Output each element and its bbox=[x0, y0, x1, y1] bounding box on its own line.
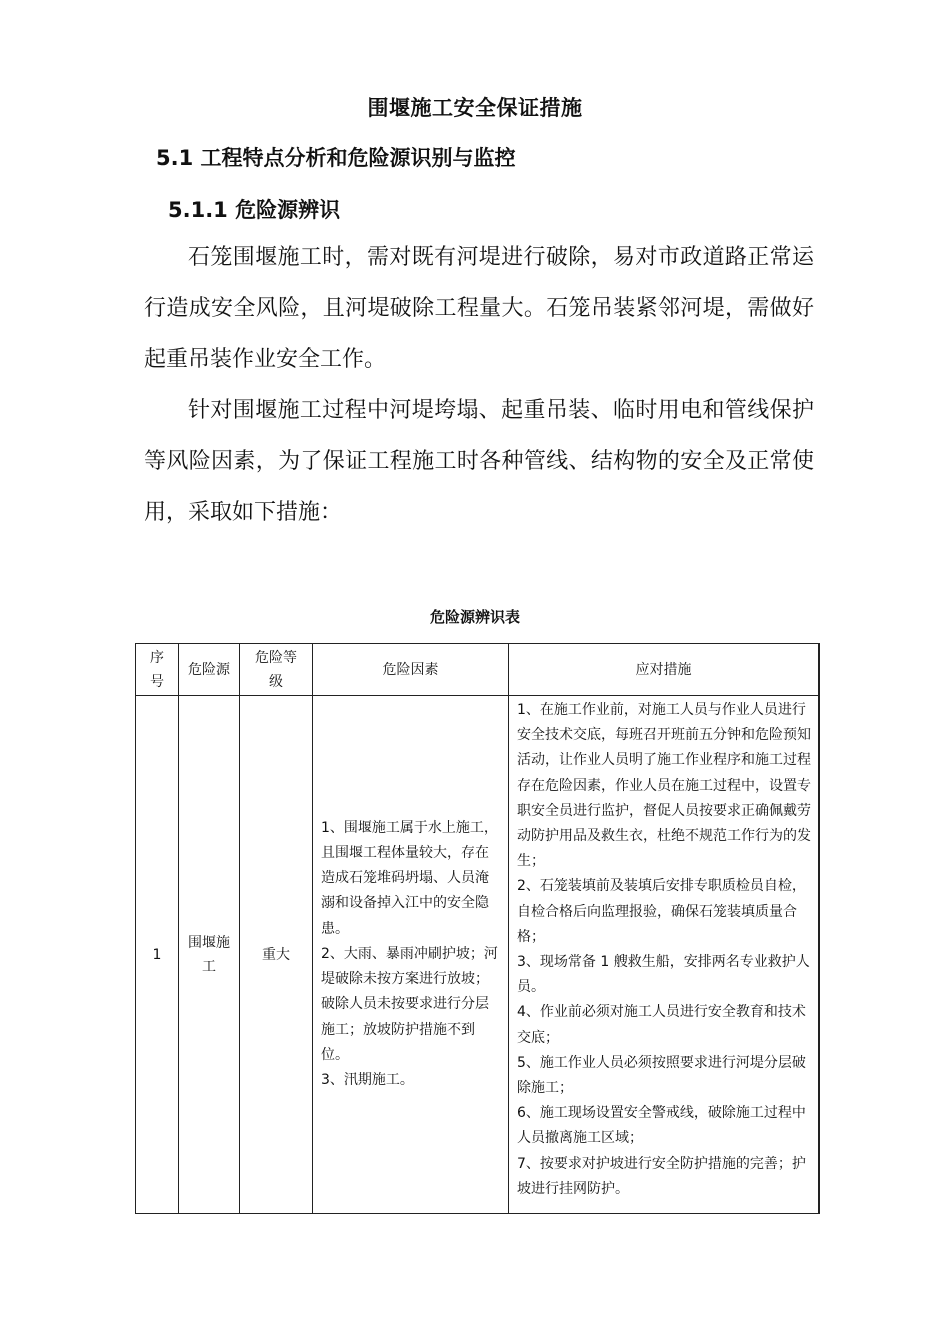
document-title: 围堰施工安全保证措施 bbox=[367, 96, 583, 120]
measure-item-5: 5、施工作业人员必须按照要求进行河堤分层破除施工； bbox=[517, 1054, 806, 1097]
table-outer-border bbox=[819, 643, 820, 1214]
measure-item-7: 7、按要求对护坡进行安全防护措施的完善；护坡进行挂网防护。 bbox=[517, 1155, 806, 1197]
header-measures: 应对措施 bbox=[509, 644, 819, 696]
cell-level: 重大 bbox=[240, 696, 313, 1214]
paragraph-measures-intro: 针对围堰施工过程中河堤垮塌、起重吊装、临时用电和管线保护等风险因素，为了保证工程施工时各种管线、结构物的安全及正常使用，采取如下措施： bbox=[144, 398, 814, 525]
factor-item-1: 1、围堰施工属于水上施工，且围堰工程体量较大，存在造成石笼堆码坍塌、人员淹溺和设备掉入江中的安全隐患。 bbox=[321, 819, 498, 937]
table-title: 危险源辨识表 bbox=[429, 608, 520, 626]
factor-item-3: 3、汛期施工。 bbox=[321, 1071, 414, 1088]
table-header-row bbox=[136, 644, 819, 696]
cell-measures bbox=[509, 696, 819, 1214]
hazard-identification-table bbox=[135, 643, 819, 1214]
header-level-line2: 级 bbox=[269, 673, 283, 690]
cell-hazard bbox=[179, 696, 240, 1214]
measure-item-6: 6、施工现场设置安全警戒线，破除施工过程中人员撤离施工区域； bbox=[517, 1105, 806, 1147]
subsection-heading: 5.1.1 危险源辨识 bbox=[168, 198, 341, 222]
header-index-line2: 号 bbox=[150, 673, 164, 690]
cell-hazard-line2: 工 bbox=[202, 958, 216, 975]
header-level-line1: 危险等 bbox=[255, 649, 297, 666]
measure-item-2: 2、石笼装填前及装填后安排专职质检员自检，自检合格后向监理报验，确保石笼装填质量合格； bbox=[517, 878, 806, 945]
header-factors: 危险因素 bbox=[313, 644, 509, 696]
cell-factors bbox=[313, 696, 509, 1214]
measure-item-3: 3、现场常备 1 艘救生船，安排两名专业救护人员。 bbox=[517, 954, 810, 996]
cell-index: 1 bbox=[136, 696, 179, 1214]
table-row bbox=[136, 696, 819, 1214]
measure-item-1: 1、在施工作业前，对施工人员与作业人员进行安全技术交底，每班召开班前五分钟和危险预知活动，让作业人员明了施工作业程序和施工过程存在危险因素，作业人员在施工过程中，设置专职安全员进行监护，督促人员按要求正确佩戴劳动防护用品及救生衣，杜绝不规范工作行为的发生； bbox=[517, 702, 811, 870]
paragraph-intro: 石笼围堰施工时，需对既有河堤进行破除，易对市政道路正常运行造成安全风险，且河堤破除工程量大。石笼吊装紧邻河堤，需做好起重吊装作业安全工作。 bbox=[144, 245, 814, 372]
header-hazard: 危险源 bbox=[179, 644, 240, 696]
header-index-line1: 序 bbox=[150, 649, 164, 666]
header-level bbox=[240, 644, 313, 696]
header-index bbox=[136, 644, 179, 696]
measure-item-4: 4、作业前必须对施工人员进行安全教育和技术交底； bbox=[517, 1004, 806, 1046]
factor-item-2: 2、大雨、暴雨冲刷护坡；河堤破除未按方案进行放坡；破除人员未按要求进行分层施工；放坡防护措施不到位。 bbox=[321, 945, 498, 1063]
cell-hazard-line1: 围堰施 bbox=[188, 934, 230, 951]
section-heading: 5.1 工程特点分析和危险源识别与监控 bbox=[156, 146, 516, 170]
